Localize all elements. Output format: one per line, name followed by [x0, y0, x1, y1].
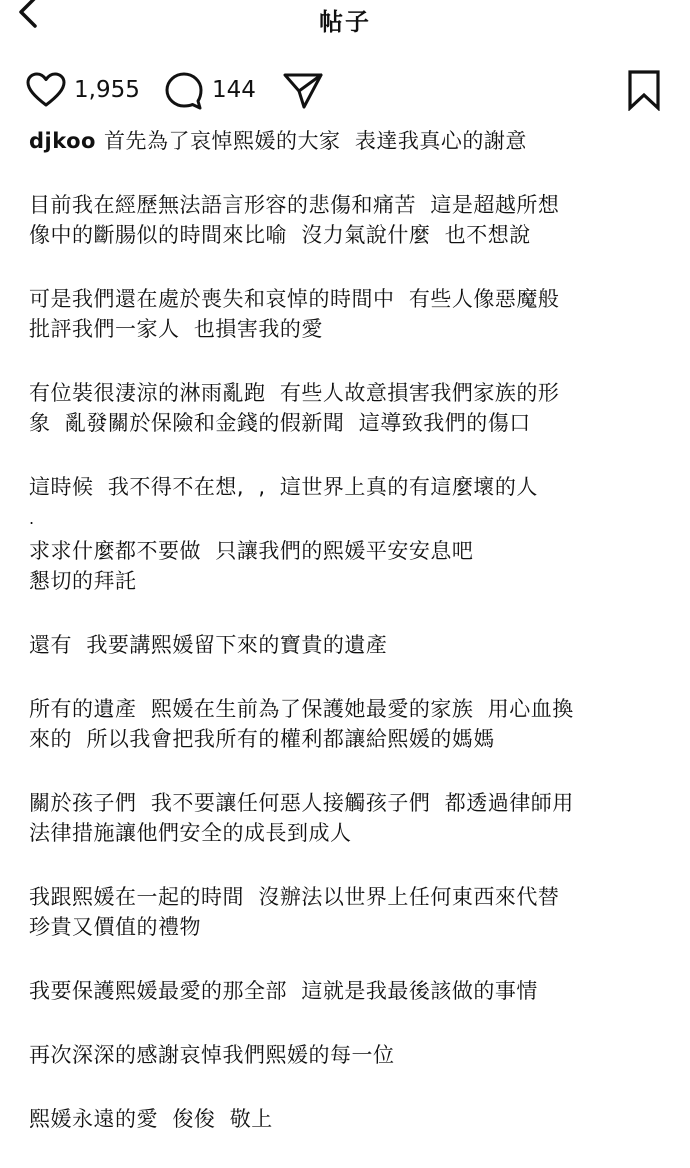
comment-button[interactable]	[164, 66, 256, 114]
share-button[interactable]	[282, 66, 324, 114]
caption-paragraph: 我要保護熙媛最愛的那全部 這就是我最後該做的事情	[29, 979, 538, 1003]
like-button[interactable]	[26, 66, 140, 114]
caption-paragraph: 可是我們還在處於喪失和哀悼的時間中 有些人像惡魔般 批評我們一家人 也損害我的愛	[29, 287, 560, 341]
top-bar	[0, 0, 690, 40]
caption-paragraph: 這時候 我不得不在想, , 這世界上真的有這麼壞的人	[29, 475, 538, 499]
post-caption	[29, 126, 669, 1168]
caption-paragraph: 再次深深的感謝哀悼我們熙媛的每一位	[29, 1043, 395, 1067]
page-title: 帖子	[319, 8, 371, 36]
comment-count: 144	[212, 77, 256, 103]
caption-text: 首先為了哀悼熙媛的大家 表達我真心的謝意	[104, 129, 527, 153]
caption-dot: .	[29, 509, 35, 528]
caption-paragraph: 求求什麼都不要做 只讓我們的熙媛平安安息吧 懇切的拜託	[29, 539, 474, 593]
caption-paragraph: 關於孩子們 我不要讓任何惡人接觸孩子們 都透過律師用 法律措施讓他們安全的成長到成人	[29, 791, 574, 845]
heart-icon	[26, 72, 66, 108]
like-count: 1,955	[74, 77, 140, 103]
save-button[interactable]	[626, 66, 662, 114]
paper-plane-icon	[282, 70, 324, 110]
username-link[interactable]: djkoo	[29, 129, 96, 153]
caption-paragraph: 我跟熙媛在一起的時間 沒辦法以世界上任何東西來代替 珍貴又價值的禮物	[29, 885, 560, 939]
caption-paragraph: 有位裝很淒涼的淋雨亂跑 有些人故意損害我們家族的形 象 亂發關於保險和金錢的假新聞 這導致我們的傷口	[29, 381, 560, 435]
caption-first-line	[29, 126, 669, 156]
comment-bubble-icon	[164, 70, 204, 110]
bookmark-icon	[626, 69, 662, 111]
caption-paragraph: 目前我在經歷無法語言形容的悲傷和痛苦 這是超越所想 像中的斷腸似的時間來比喻 沒力氣說什麼 也不想說	[29, 193, 560, 247]
post-actions-bar	[0, 66, 690, 114]
caption-paragraph: 還有 我要講熙媛留下來的寶貴的遺產	[29, 633, 388, 657]
caption-signature: 熙媛永遠的愛 俊俊 敬上	[29, 1107, 273, 1131]
caption-paragraph: 所有的遺產 熙媛在生前為了保護她最愛的家族 用心血換 來的 所以我會把我所有的權利都讓給熙媛的媽媽	[29, 697, 574, 751]
